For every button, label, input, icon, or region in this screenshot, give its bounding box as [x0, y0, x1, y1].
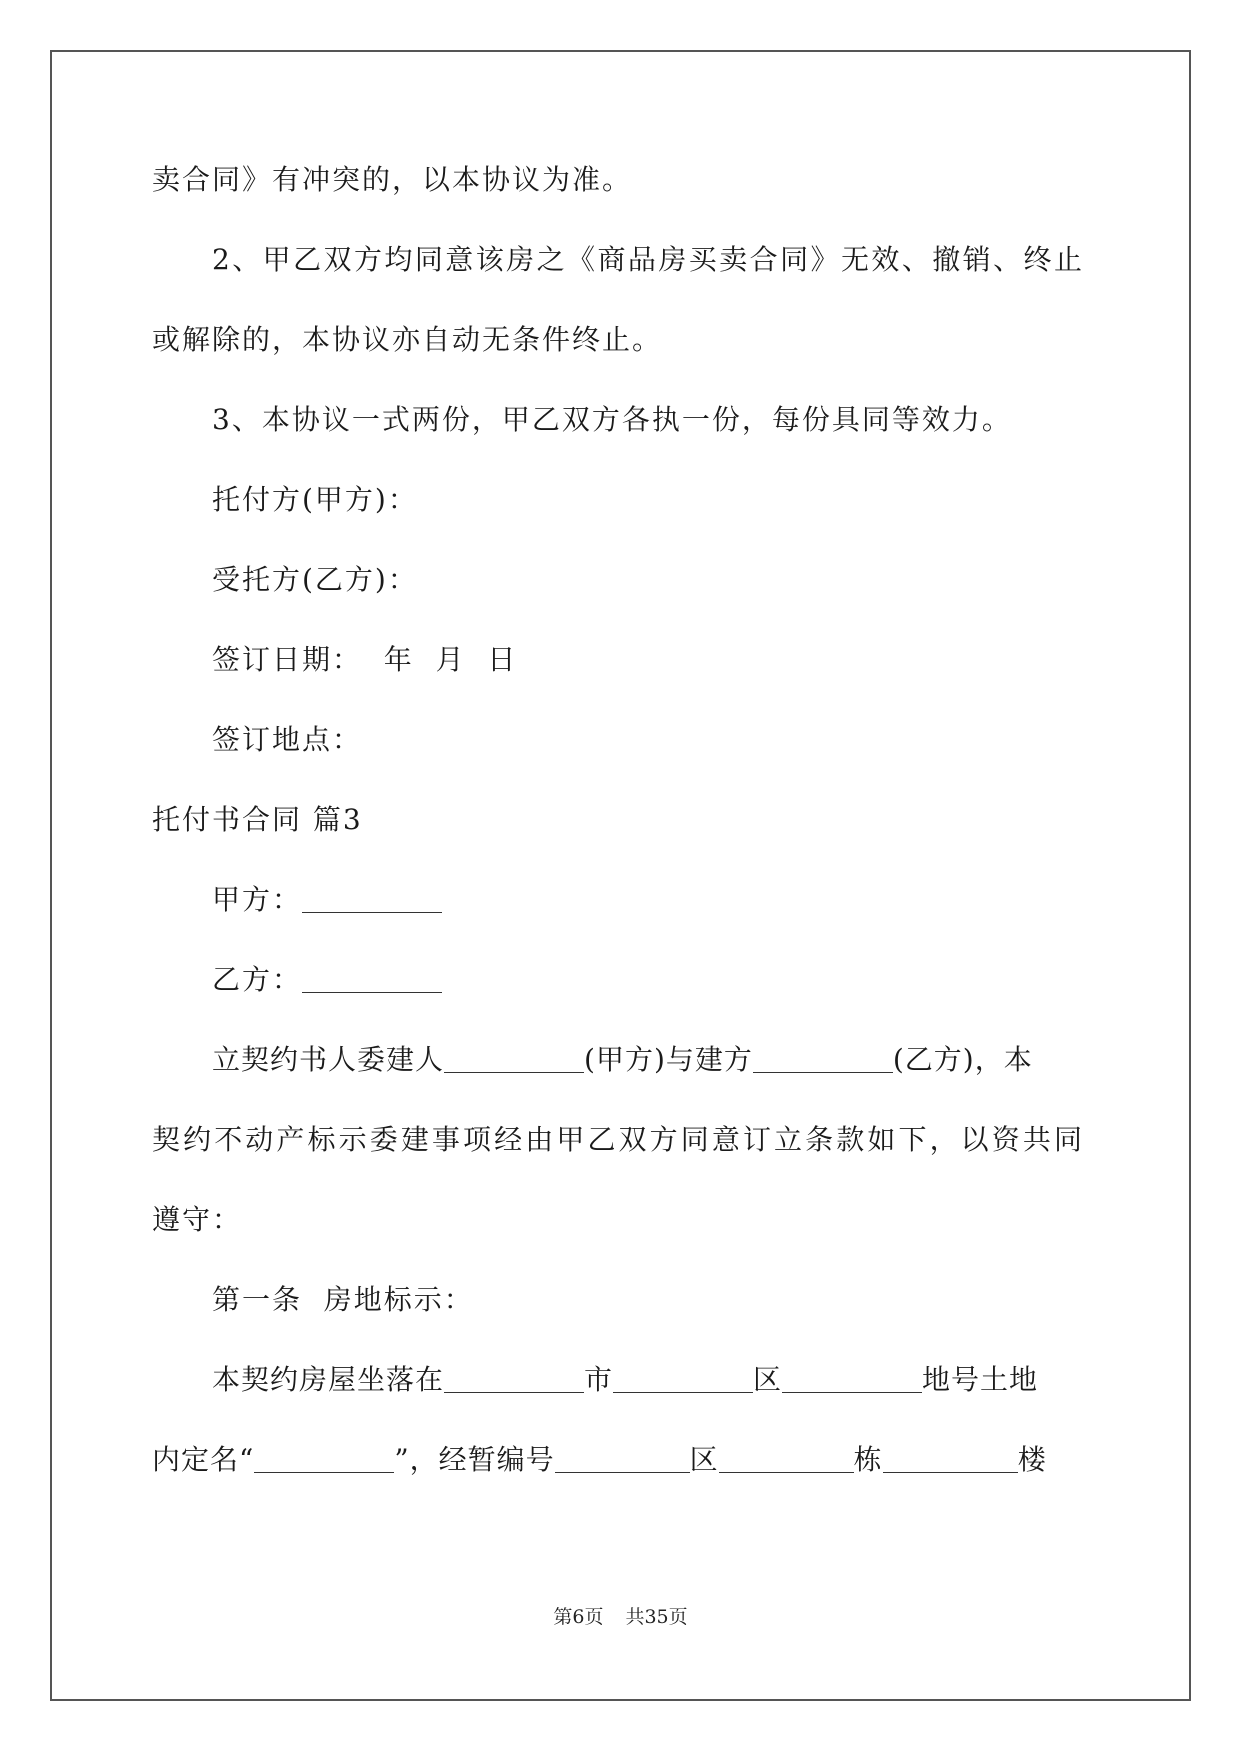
party-a-blank[interactable] — [302, 884, 442, 913]
article-title: 第一条 房地标示： — [212, 1283, 474, 1316]
city-blank[interactable] — [444, 1364, 584, 1393]
party-b-label: 乙方： — [212, 963, 303, 996]
builder-name-blank[interactable] — [753, 1044, 893, 1073]
district-label: 区 — [753, 1363, 783, 1396]
contract-intro-line — [212, 1040, 1033, 1080]
principal-signature-line: 托付方(甲方)： — [212, 483, 418, 516]
party-b-line — [212, 960, 442, 1000]
party-a-label: 甲方： — [212, 883, 303, 916]
agent-signature-line: 受托方(乙方)： — [212, 563, 418, 596]
signing-date-line: 签订日期： 年 月 日 — [212, 643, 518, 676]
intro-text: 立契约书人委建人 — [212, 1043, 445, 1076]
location-line — [212, 1360, 1038, 1400]
page-number: 第6页 — [553, 1606, 604, 1628]
building-name-blank[interactable] — [254, 1444, 394, 1473]
client-name-blank[interactable] — [444, 1044, 584, 1073]
signing-place-line: 签订地点： — [212, 723, 363, 756]
party-b-blank[interactable] — [302, 964, 442, 993]
floor-no-blank[interactable] — [883, 1444, 1018, 1473]
page-total: 共35页 — [625, 1606, 688, 1628]
section-heading: 托付书合同 篇3 — [152, 803, 363, 836]
naming-text: 内定名“ — [152, 1443, 255, 1476]
paragraph-line: 2、甲乙双方均同意该房之《商品房买卖合同》无效、撤销、终止 — [212, 243, 1082, 276]
intro-text: (甲方)与建方 — [584, 1043, 753, 1076]
paragraph-line: 卖合同》有冲突的，以本协议为准。 — [152, 163, 633, 196]
page-footer — [0, 1605, 1241, 1629]
paragraph-line: 3、本协议一式两份，甲乙双方各执一份，每份具同等效力。 — [212, 403, 1012, 436]
temp-district-blank[interactable] — [555, 1444, 690, 1473]
floor-label: 楼 — [1017, 1443, 1047, 1476]
city-label: 市 — [584, 1363, 614, 1396]
district-blank[interactable] — [613, 1364, 753, 1393]
lot-blank[interactable] — [782, 1364, 922, 1393]
party-a-line — [212, 880, 442, 920]
paragraph-line: 或解除的，本协议亦自动无条件终止。 — [152, 323, 663, 356]
lot-label: 地号土地 — [922, 1363, 1039, 1396]
location-text: 本契约房屋坐落在 — [212, 1363, 445, 1396]
district-label: 区 — [689, 1443, 719, 1476]
building-label: 栋 — [853, 1443, 883, 1476]
building-no-blank[interactable] — [719, 1444, 854, 1473]
intro-text: (乙方)，本 — [892, 1043, 1033, 1076]
paragraph-line: 契约不动产标示委建事项经由甲乙双方同意订立条款如下，以资共同 — [152, 1123, 1082, 1156]
naming-line — [152, 1440, 1047, 1480]
paragraph-line: 遵守： — [152, 1203, 243, 1236]
naming-text: ”，经暂编号 — [394, 1443, 555, 1476]
